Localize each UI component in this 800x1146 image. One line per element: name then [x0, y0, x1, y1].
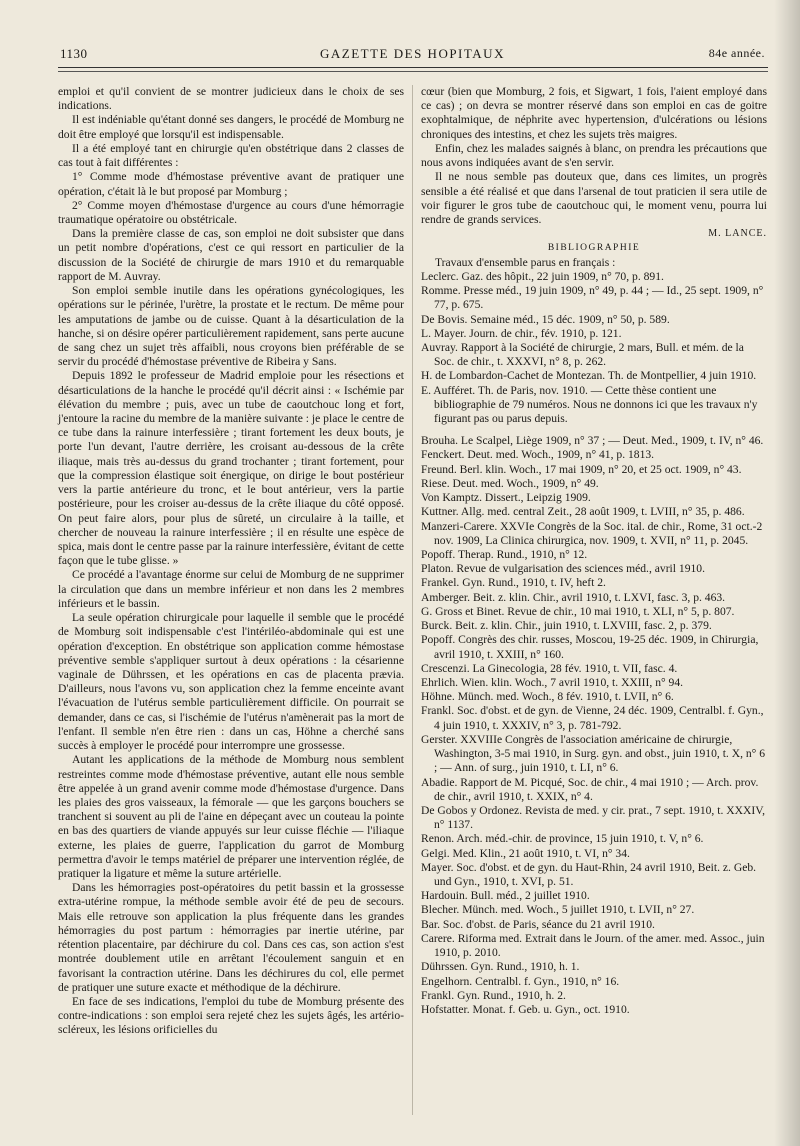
right-column [421, 85, 767, 1017]
reference-entry: G. Gross et Binet. Revue de chir., 10 mai 1910, t. XLI, n° 5, p. 807. [421, 604, 735, 618]
reference-entry: Popoff. Therap. Rund., 1910, n° 12. [421, 548, 588, 561]
header-rule [58, 67, 768, 68]
reference-list-foreign [421, 434, 767, 1017]
reference-entry: Ehrlich. Wien. klin. Woch., 7 avril 1910, t. XXIII, n° 94. [421, 675, 684, 689]
reference-entry: Carere. Riforma med. Extrait dans le Journ. of the amer. med. Assoc., juin 1910, p. 2010. [421, 931, 765, 960]
volume-year: 84e année. [708, 46, 765, 60]
paragraph: La seule opération chirurgicale pour laquelle il semble que le procédé de Momburg soit indispensable c'est l'intériléo-abdominale qui est une opération d'exception. En obstétrique son application comme hémostase préventive semble s'appliquer surtout à deux opérations : la césarienne vaginale de Dührssen, et les opérations en cas de placenta prævia. D'ailleurs, nous l'avons vu, son application chez la femme enceinte avant l'évacuation de l'utérus semble particulièrement difficile. On pourrait se demander, dans ce cas, si l'ischémie de l'utérus n'amènerait pas la mort de l'enfant. Il semble n'en être rien : dans un cas, Höhne a cherché sans succès à employer le procédé pour interrompre une grossesse. [58, 611, 404, 753]
reference-entry: Auvray. Rapport à la Société de chirurgie, 2 mars, Bull. et mém. de la Soc. de chir., t. XXXVI, n° 8, p. 262. [421, 340, 744, 369]
reference-entry: Gerster. XXVIIIe Congrès de l'association américaine de chirurgie, Washington, 3-5 mai 1910, in Surg. gyn. and obst., juin 1910, t. X, n° 6 ; — Ann. of surg., juin 1910, t. LI, n° 6. [421, 732, 766, 775]
paragraph: Il ne nous semble pas douteux que, dans ces limites, un progrès sensible a été réalisé et que dans l'arsenal de tout praticien il sera utile de voir figurer le gros tube de caoutchouc qui, le moment venu, pourra lui rendre de grands services. [421, 170, 767, 226]
reference-entry: Abadie. Rapport de M. Picqué, Soc. de chir., 4 mai 1910 ; — Arch. prov. de chir., avril 1910, t. XXIX, n° 4. [421, 775, 759, 803]
paragraph: Ce procédé a l'avantage énorme sur celui de Momburg de ne supprimer la circulation que dans un membre inférieur et non dans les 2 membres inférieurs et le bassin. [58, 568, 404, 610]
reference-entry: Freund. Berl. klin. Woch., 17 mai 1909, n° 20, et 25 oct. 1909, n° 43. [421, 462, 742, 476]
reference-entry: Renon. Arch. méd.-chir. de province, 15 juin 1910, t. V, n° 6. [421, 832, 704, 846]
journal-title: GAZETTE DES HOPITAUX [320, 46, 505, 61]
reference-entry: Engelhorn. Centralbl. f. Gyn., 1910, n° 16. [421, 974, 620, 988]
reference-entry: Amberger. Beit. z. klin. Chir., avril 1910, t. LXVI, fasc. 3, p. 463. [421, 590, 726, 604]
paragraph: En face de ses indications, l'emploi du tube de Momburg présente des contre-indications : son emploi sera rejeté chez les sujets âgés, les artério-scléreux, les lésions orificielles du [58, 995, 404, 1037]
paragraph: Il a été employé tant en chirurgie qu'en obstétrique dans 2 classes de cas tout à fait différentes : [58, 141, 404, 170]
page-edge-shadow [774, 0, 800, 1146]
reference-entry: Fenckert. Deut. med. Woch., 1909, n° 41, p. 1813. [421, 448, 655, 462]
reference-entry: Platon. Revue de vulgarisation des sciences méd., avril 1910. [421, 562, 705, 576]
reference-entry: Mayer. Soc. d'obst. et de gyn. du Haut-Rhin, 24 avril 1910, Beit. z. Geb. und Gyn., 1910, t. XVI, p. 51. [421, 860, 757, 889]
reference-entry: Frankl. Soc. d'obst. et de gyn. de Vienne, 24 déc. 1909, Centralbl. f. Gyn., 4 juin 1910, t. XXXIV, n° 3, p. 781-792. [421, 704, 764, 732]
reference-list-french [421, 270, 767, 426]
reference-entry: De Gobos y Ordonez. Revista de med. y cir. prat., 7 sept. 1910, t. XXXIV, n° 1137. [421, 803, 765, 832]
page-number: 1130 [60, 46, 88, 61]
bibliography-intro: Travaux d'ensemble parus en français : [435, 255, 616, 269]
article-conclusion [421, 85, 767, 227]
paragraph: 2° Comme moyen d'hémostase d'urgence au cours d'une hémorragie traumatique opératoire ou obstétricale. [58, 198, 404, 226]
reference-entry: E. Aufféret. Th. de Paris, nov. 1910. — Cette thèse contient une bibliographie de 79 numéros. Nous ne donnons ici que les travaux n'y figurant pas ou parus depuis. [421, 383, 758, 426]
reference-entry: Bar. Soc. d'obst. de Paris, séance du 21 avril 1910. [421, 917, 655, 931]
reference-entry: Hofstatter. Monat. f. Geb. u. Gyn., oct. 1910. [421, 1003, 630, 1016]
left-column [58, 85, 404, 1038]
reference-entry: Leclerc. Gaz. des hôpit., 22 juin 1909, n° 70, p. 891. [421, 269, 664, 283]
reference-entry: Kuttner. Allg. med. central Zeit., 28 août 1909, t. LVIII, n° 35, p. 486. [421, 505, 745, 519]
paragraph: Dans les hémorragies post-opératoires du petit bassin et la grossesse extra-utérine rompue, la méthode semble avoir été de peu de secours. Mais elle retrouve son application la plus fréquente dans les grandes hémorragies du post partum : hémorragies par inertie utérine, par rétention placentaire, par déchirure du col. Dans ces cas, son action s'est montrée doublement utile en arrêtant l'écoulement sanguin et en favorisant la contraction utérine. Dans les déchirures du col, elle permet de pratiquer une suture exacte et méthodique de la déchirure. [58, 881, 404, 994]
reference-entry: Von Kamptz. Dissert., Leipzig 1909. [421, 491, 591, 505]
author-signature: M. LANCE. [708, 228, 767, 240]
paragraph: Enfin, chez les malades saignés à blanc, on prendra les précautions que nous avons indiquées avant de s'en servir. [421, 141, 767, 170]
page-header [60, 44, 765, 66]
reference-entry: Blecher. Münch. med. Woch., 5 juillet 1910, t. LVII, n° 27. [421, 903, 695, 917]
reference-entry: Manzeri-Carere. XXVIe Congrès de la Soc. ital. de chir., Rome, 31 oct.-2 nov. 1909, La Clinica chirurgica, nov. 1909, t. XVII, n° 11, p. 2045. [421, 519, 763, 547]
reference-entry: Hardouin. Bull. méd., 2 juillet 1910. [421, 889, 590, 903]
header-rule-thin [58, 71, 768, 72]
reference-entry: L. Mayer. Journ. de chir., fév. 1910, p. 121. [421, 326, 622, 340]
paragraph: Son emploi semble inutile dans les opérations gynécologiques, les opérations sur le périnée, l'urètre, la prostate et le rectum. De même pour les amputations de jambe ou de cuisse. Quant à la désarticulation de la hanche, si on désire opérer particulièrement rapidement, sans perte aucune de sang chez un sujet très affaibli, nous croyons bien préférable de se servir du procédé d'hémostase préventive de Ribeira y Sans. [58, 284, 404, 369]
reference-entry: Dührssen. Gyn. Rund., 1910, h. 1. [421, 960, 580, 974]
paragraph: cœur (bien que Momburg, 2 fois, et Sigwart, 1 fois, l'aient employé dans ce cas) ; on devra se montrer réservé dans son emploi en cas de goitre exophtalmique, de néphrite avec hypertension, d'ulcérations ou lésions chroniques des intestins, et chez les sujets très maigres. [421, 85, 767, 141]
paragraph: emploi et qu'il convient de se montrer judicieux dans le choix de ses indications. [58, 85, 404, 113]
paragraph: Autant les applications de la méthode de Momburg nous semblent restreintes comme mode d'hémostase préventive, autant elle nous semble être appelée à un grand avenir comme mode d'hémostase d'urgence. Dans les plaies des gros vaisseaux, la fémorale — que les garçons bouchers se tranchent si souvent au pli de l'aine en dépeçant avec un couteau la pointe en bas des quartiers de viande appuyés sur leur cuisse fléchie — l'iliaque externe, les plaies de guerre, l'application du garrot de Momburg permettra d'avoir le temps matériel de préparer une intervention réglée, de pratiquer la ligature et même la suture artérielle. [58, 753, 404, 881]
reference-entry: H. de Lombardon-Cachet de Montezan. Th. de Montpellier, 4 juin 1910. [421, 369, 757, 383]
reference-entry: Burck. Beit. z. klin. Chir., juin 1910, t. LXVIII, fasc. 2, p. 379. [421, 619, 712, 633]
column-divider [412, 85, 413, 1115]
reference-entry: Brouha. Le Scalpel, Liège 1909, n° 37 ; — Deut. Med., 1909, t. IV, n° 46. [421, 434, 764, 448]
reference-gap [421, 426, 767, 434]
reference-entry: Gelgi. Med. Klin., 21 août 1910, t. VI, n° 34. [421, 846, 630, 860]
reference-entry: Riese. Deut. med. Woch., 1909, n° 49. [421, 476, 599, 490]
reference-entry: Crescenzi. La Ginecologia, 28 fév. 1910, t. VII, fasc. 4. [421, 661, 678, 675]
paragraph: Dans la première classe de cas, son emploi ne doit subsister que dans un petit nombre d'opérations, c'est ce qui ressort en particulier de la discussion de la Société de chirurgie de mars 1910 et du remarquable rapport de M. Auvray. [58, 227, 404, 283]
reference-entry: Romme. Presse méd., 19 juin 1909, n° 49, p. 44 ; — Id., 25 sept. 1909, n° 77, p. 675. [421, 284, 764, 312]
reference-entry: Frankl. Gyn. Rund., 1910, h. 2. [421, 988, 566, 1002]
paragraph: 1° Comme mode d'hémostase préventive avant de pratiquer une opération, c'était là le but proposé par Momburg ; [58, 170, 404, 198]
paragraph: Depuis 1892 le professeur de Madrid emploie pour les résections et désarticulations de la hanche le procédé qu'il décrit ainsi : « Ischémie par élévation du membre ; puis, avec un tube de caoutchouc long et fort, j'entoure la racine du membre de la manière suivante : je place le centre de ce tube dans la rainure interfessière ; tirant fortement les deux bouts, je porte l'un devant, l'autre derrière, les croisant au-dessous de la crête iliaque, mais très au-dessus du grand trochanter ; tirant fortement, pour que la compression élastique soit énergique, on dirige le bout postérieur vers la partie antérieure du tronc, et le bout antérieur, vers la partie postérieure, pour les croiser au-dessus de la crête iliaque du côté opposé. On peut faire alors, pour plus de sûreté, un circulaire à la taille, et chercher de nouveau la rainure interfessière ; il en résulte une espèce de spica, mais dont le centre passe par la rainure interfessière, évitant de cette façon que le tube glisse. » [58, 369, 404, 568]
reference-entry: Popoff. Congrès des chir. russes, Moscou, 19-25 déc. 1909, in Chirurgia, avril 1910, t. XXIII, n° 160. [421, 633, 759, 661]
reference-entry: Höhne. Münch. med. Woch., 8 fév. 1910, t. LVII, n° 6. [421, 690, 674, 704]
paragraph: Il est indéniable qu'étant donné ses dangers, le procédé de Momburg ne doit être employé que lorsqu'il est indispensable. [58, 113, 404, 141]
reference-entry: De Bovis. Semaine méd., 15 déc. 1909, n° 50, p. 589. [421, 312, 670, 326]
bibliography-heading: BIBLIOGRAPHIE [547, 243, 641, 254]
reference-entry: Frankel. Gyn. Rund., 1910, t. IV, heft 2. [421, 576, 606, 590]
